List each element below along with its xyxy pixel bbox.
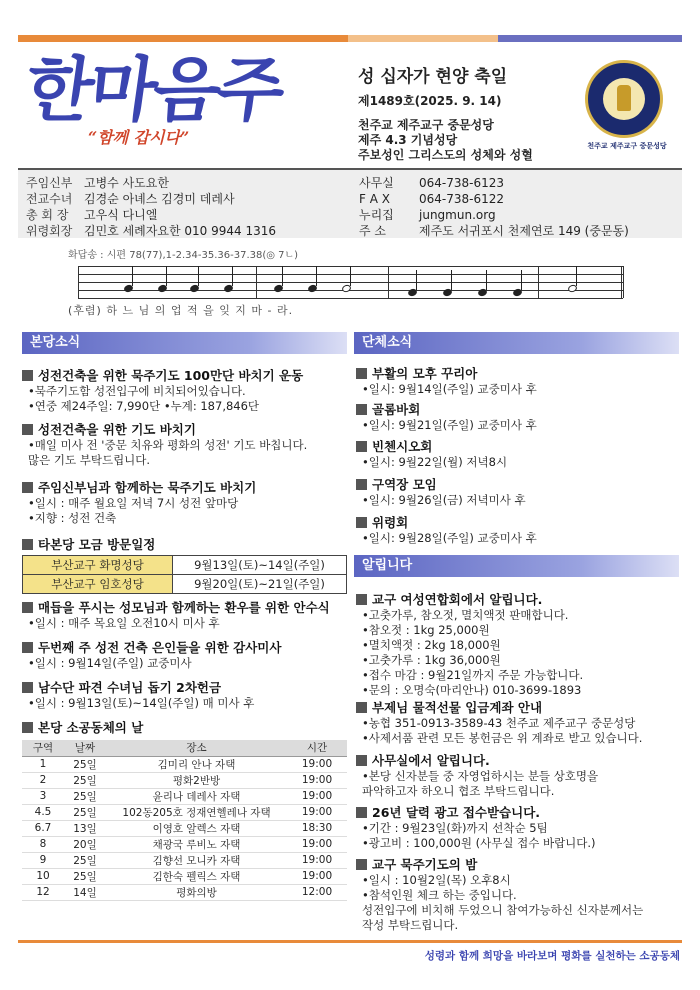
news-line: •지향 : 성전 건축 — [28, 511, 117, 525]
group-title: 빈첸시오회 — [356, 439, 682, 455]
notice-item — [356, 592, 682, 698]
news-item — [22, 422, 350, 468]
news-title: 매듭을 푸시는 성모님과 함께하는 환우를 위한 안수식 — [22, 600, 350, 616]
bulletin-logo — [20, 48, 326, 150]
small-community-table — [22, 740, 347, 901]
footer-divider — [18, 940, 682, 943]
notice-line: •멸치액젓 : 2kg 18,000원 — [362, 638, 501, 652]
info-label: 주 소 — [359, 224, 386, 238]
news-item — [22, 640, 350, 671]
cell-zone: 1 — [22, 756, 64, 772]
info-label: 전교수녀 — [26, 192, 73, 206]
news-line: •묵주기도함 성전입구에 비치되어있습니다. — [28, 384, 246, 398]
table-row — [23, 556, 347, 575]
column-header: 시간 — [287, 740, 347, 756]
notice-line: 성전입구에 비치해 두었으니 참여가능하신 신자분께서는 — [362, 903, 644, 917]
notice-title: 교구 여성연합회에서 알립니다. — [356, 592, 682, 608]
group-item — [356, 477, 682, 508]
news-title: 성전건축을 위한 기도 바치기 — [22, 422, 350, 438]
cell-date: 25일 — [64, 804, 106, 820]
footer-motto: 성령과 함께 희망을 바라보며 평화를 실천하는 소공동체 — [424, 950, 680, 962]
visit-parish: 부산교구 임호성당 — [23, 575, 173, 594]
psalm-title: 화답송 : 시편 78(77),1-2.34-35.36-37.38(◎ 7ㄴ) — [68, 250, 299, 261]
notice-line: 파악하고자 하오니 협조 부탁드립니다. — [362, 784, 555, 798]
column-header: 날짜 — [64, 740, 106, 756]
parish-patron: 주보성인 그리스도의 성체와 성혈 — [358, 148, 533, 162]
news-item — [22, 600, 350, 631]
info-label: 위령회장 — [26, 224, 73, 238]
group-title: 위령회 — [356, 515, 682, 531]
table-header-row — [22, 740, 347, 756]
logo-title: 한마음주 — [20, 48, 287, 131]
cell-zone: 9 — [22, 852, 64, 868]
music-staff — [78, 266, 623, 298]
news-item — [22, 537, 350, 553]
notice-item — [356, 857, 682, 933]
cell-time: 19:00 — [287, 852, 347, 868]
news-title: 주임신부님과 함께하는 묵주기도 바치기 — [22, 480, 350, 496]
info-label: 주임신부 — [26, 176, 73, 190]
notice-item — [356, 805, 682, 851]
parish-info-box — [18, 168, 682, 238]
group-line: •일시: 9월28일(주일) 교중미사 후 — [362, 531, 537, 545]
table-row — [22, 804, 347, 820]
news-title: 타본당 모금 방문일정 — [22, 537, 350, 553]
news-title: 성전건축을 위한 묵주기도 100만단 바치기 운동 — [22, 368, 350, 384]
cell-date: 25일 — [64, 756, 106, 772]
cell-zone: 2 — [22, 772, 64, 788]
issue-info — [358, 62, 578, 163]
cell-time: 19:00 — [287, 756, 347, 772]
table-row — [22, 788, 347, 804]
cell-zone: 8 — [22, 836, 64, 852]
cell-place: 평화의방 — [106, 884, 287, 900]
cell-date: 14일 — [64, 884, 106, 900]
parish-memorial: 제주 4.3 기념성당 — [358, 133, 458, 147]
psalm-lyrics: (후렴) 하 느 님 의 업 적 을 잊 지 마 - 라. — [68, 304, 294, 317]
news-line: •일시 : 9월13일(토)~14일(주일) 매 미사 후 — [28, 696, 255, 710]
notice-title: 26년 달력 광고 접수받습니다. — [356, 805, 682, 821]
info-value: 김민호 세례자요한 010 9944 1316 — [84, 224, 276, 238]
cell-place: 평화2반방 — [106, 772, 287, 788]
chalice-seal-icon — [585, 60, 663, 138]
issue-number: 제1489호(2025. 9. 14) — [358, 94, 502, 108]
notice-item — [356, 700, 682, 746]
office-phone: 064-738-6123 — [419, 176, 505, 190]
section-header-notices: 알립니다 — [354, 555, 679, 577]
notice-title: 부제님 물적선물 입금계좌 안내 — [356, 700, 682, 716]
cell-date: 25일 — [64, 852, 106, 868]
cell-place: 채광국 루비노 자택 — [106, 836, 287, 852]
group-line: •일시: 9월22일(월) 저녁8시 — [362, 455, 508, 469]
logo-slogan: “함께 갑시다” — [88, 128, 190, 147]
notice-line: •고춧가루 : 1kg 36,000원 — [362, 653, 501, 667]
cell-zone: 12 — [22, 884, 64, 900]
column-header: 구역 — [22, 740, 64, 756]
cell-place: 김미리 안나 자택 — [106, 756, 287, 772]
notice-line: •기간 : 9월23일(화)까지 선착순 5팀 — [362, 821, 548, 835]
group-title: 구역장 모임 — [356, 477, 682, 493]
cell-zone: 10 — [22, 868, 64, 884]
table-row — [22, 772, 347, 788]
cell-time: 12:00 — [287, 884, 347, 900]
news-line: •일시 : 매주 목요일 오전10시 미사 후 — [28, 616, 220, 630]
issue-title: 성 십자가 현양 축일 — [358, 67, 508, 87]
section-header-group-news: 단체소식 — [354, 332, 679, 354]
cell-zone: 4.5 — [22, 804, 64, 820]
info-label: F A X — [359, 192, 390, 206]
table-row — [22, 820, 347, 836]
notice-line: 작성 부탁드립니다. — [362, 918, 459, 932]
group-item — [356, 366, 682, 397]
notice-line: •농협 351-0913-3589-43 천주교 제주교구 중문성당 — [362, 716, 636, 730]
news-line: •연중 제24주일: 7,990단 •누계: 187,846단 — [28, 399, 260, 413]
cell-time: 19:00 — [287, 788, 347, 804]
cell-date: 20일 — [64, 836, 106, 852]
group-line: •일시: 9월26일(금) 저녁미사 후 — [362, 493, 526, 507]
visit-parish: 부산교구 화명성당 — [23, 556, 173, 575]
psalm-response — [68, 246, 628, 321]
news-title: 남수단 파견 수녀님 돕기 2차헌금 — [22, 680, 350, 696]
cell-time: 19:00 — [287, 868, 347, 884]
column-header: 장소 — [106, 740, 287, 756]
cell-zone: 3 — [22, 788, 64, 804]
cell-place: 102동205호 정재연헬레나 자택 — [106, 804, 287, 820]
visit-schedule-table — [22, 555, 347, 594]
cell-place: 윤리나 데레사 자택 — [106, 788, 287, 804]
cell-time: 19:00 — [287, 772, 347, 788]
notice-line: •고춧가루, 참오젓, 멸치액젓 판매합니다. — [362, 608, 569, 622]
section-header-parish-news: 본당소식 — [22, 332, 347, 354]
notice-title: 사무실에서 알립니다. — [356, 753, 682, 769]
cell-time: 19:00 — [287, 836, 347, 852]
info-label: 사무실 — [359, 176, 394, 190]
info-value: 고병수 사도요한 — [84, 176, 169, 190]
info-value: 김경순 아녜스 김경미 데레사 — [84, 192, 235, 206]
news-line: 많은 기도 부탁드립니다. — [28, 453, 151, 467]
address: 제주도 서귀포시 천제연로 149 (중문동) — [419, 224, 629, 238]
info-value: 고우식 다니엘 — [84, 208, 158, 222]
table-row — [22, 836, 347, 852]
table-row — [22, 852, 347, 868]
group-item — [356, 439, 682, 470]
cell-place: 김한숙 펠릭스 자택 — [106, 868, 287, 884]
notice-line: •참석인원 체크 하는 중입니다. — [362, 888, 517, 902]
notice-line: •접수 마감 : 9월21일까지 주문 가능합니다. — [362, 668, 584, 682]
table-row — [23, 575, 347, 594]
website-link[interactable]: jungmun.org — [419, 208, 496, 222]
cell-date: 13일 — [64, 820, 106, 836]
notice-item — [356, 753, 682, 799]
table-row — [22, 868, 347, 884]
group-line: •일시: 9월14일(주일) 교중미사 후 — [362, 382, 537, 396]
table-row — [22, 756, 347, 772]
notice-line: •광고비 : 100,000원 (사무실 접수 바랍니다.) — [362, 836, 596, 850]
info-label: 누리집 — [359, 208, 394, 222]
table-row — [22, 884, 347, 900]
news-item — [22, 720, 350, 736]
news-line: •일시 : 매주 월요일 저녁 7시 성전 앞마당 — [28, 496, 239, 510]
news-line: •일시 : 9월14일(주일) 교중미사 — [28, 656, 192, 670]
news-item — [22, 680, 350, 711]
news-title: 두번째 주 성전 건축 은인들을 위한 감사미사 — [22, 640, 350, 656]
visit-date: 9월13일(토)~14일(주일) — [173, 556, 347, 575]
news-item — [22, 368, 350, 414]
notice-line: •본당 신자분들 중 자영업하시는 분들 상호명을 — [362, 769, 599, 783]
notice-line: •문의 : 오명숙(마리안나) 010-3699-1893 — [362, 683, 582, 697]
news-item — [22, 480, 350, 526]
news-title: 본당 소공동체의 날 — [22, 720, 350, 736]
cell-date: 25일 — [64, 772, 106, 788]
cell-date: 25일 — [64, 788, 106, 804]
group-title: 골롬바회 — [356, 402, 682, 418]
seal-caption: 천주교 제주교구 중문성당 — [587, 142, 667, 150]
notice-line: •사제서품 관련 모든 봉헌금은 위 계좌로 받고 있습니다. — [362, 731, 643, 745]
fax-number: 064-738-6122 — [419, 192, 505, 206]
news-line: •매일 미사 전 '중문 치유와 평화의 성전' 기도 바칩니다. — [28, 438, 308, 452]
parish-name: 천주교 제주교구 중문성당 — [358, 118, 494, 132]
top-color-bar — [18, 35, 682, 42]
info-label: 총 회 장 — [26, 208, 69, 222]
cell-place: 김향선 모니카 자택 — [106, 852, 287, 868]
notice-title: 교구 묵주기도의 밤 — [356, 857, 682, 873]
visit-date: 9월20일(토)~21일(주일) — [173, 575, 347, 594]
group-item — [356, 515, 682, 546]
notice-line: •참오젓 : 1kg 25,000원 — [362, 623, 490, 637]
cell-zone: 6.7 — [22, 820, 64, 836]
cell-time: 19:00 — [287, 804, 347, 820]
cell-time: 18:30 — [287, 820, 347, 836]
cell-place: 이영호 알렉스 자택 — [106, 820, 287, 836]
cell-date: 25일 — [64, 868, 106, 884]
group-item — [356, 402, 682, 433]
notice-line: •일시 : 10월2일(목) 오후8시 — [362, 873, 511, 887]
group-line: •일시: 9월21일(주일) 교중미사 후 — [362, 418, 537, 432]
group-title: 부활의 모후 꾸리아 — [356, 366, 682, 382]
